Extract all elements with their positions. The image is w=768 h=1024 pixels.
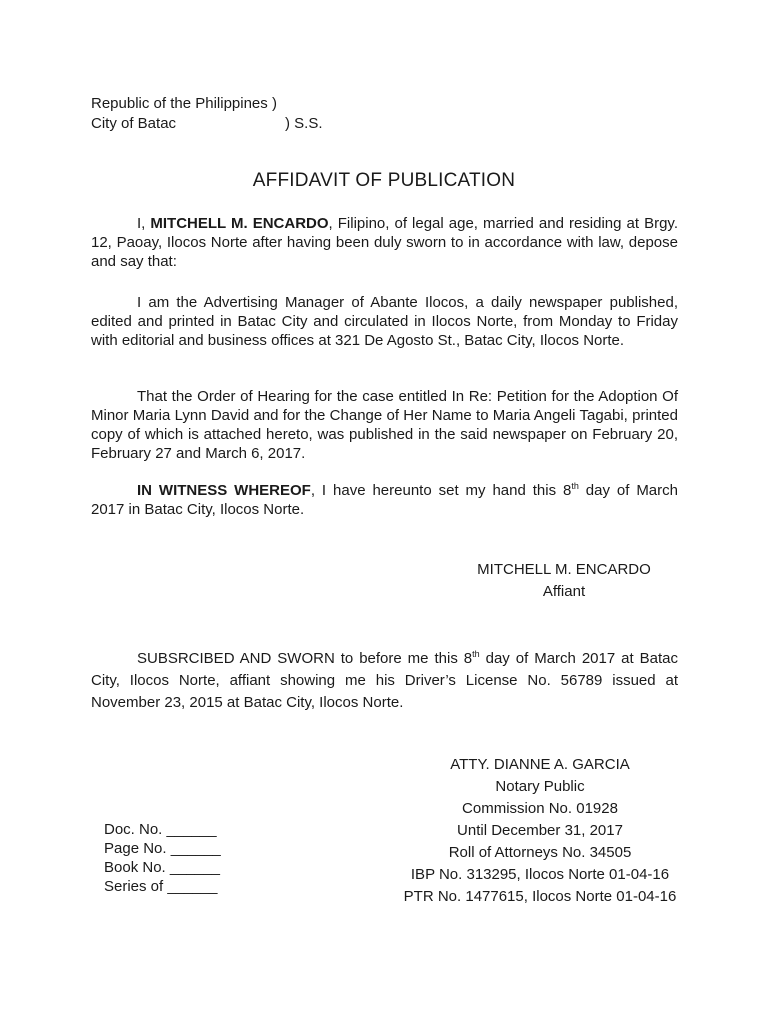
witness-text-b: day of March 2017 in Batac City, Ilocos Norte. — [91, 482, 678, 518]
identity-prefix: I, — [137, 215, 151, 232]
affiant-role: Affiant — [542, 583, 586, 600]
venue-ss: ) S.S. — [285, 115, 323, 132]
identity-rest: , Filipino, of legal age, married and residing at Brgy. 12, Paoay, Ilocos Norte after having been duly sworn to in accordance with law, depose and say that: — [91, 215, 678, 270]
page-no: Page No. ______ — [104, 840, 221, 857]
witness-lead: IN WITNESS WHEREOF — [137, 482, 311, 499]
witness-sup: th — [571, 481, 579, 491]
notary-title: Notary Public — [495, 778, 585, 795]
paragraph-jurat — [91, 648, 678, 714]
witness-text-a: , I have hereunto set my hand this 8 — [310, 482, 572, 499]
paragraph-publication: That the Order of Hearing for the case entitled In Re: Petition for the Adoption Of Minor Maria Lynn David and for the Change of Her Name to Maria Angeli Tagabi, printed copy of which is attached hereto, was published in the said newspaper on February 20, February 27 and March 6, 2017. — [91, 388, 678, 462]
jurat-text-b: day of March 2017 at Batac City, Ilocos Norte, affiant showing me his Driver’s License No. 56789 issued at November 23, 2015 at Batac City, Ilocos Norte. — [91, 650, 678, 711]
book-no: Book No. ______ — [104, 859, 220, 876]
doc-no: Doc. No. ______ — [104, 821, 217, 838]
venue-city-name: City of Batac — [91, 115, 177, 132]
document-title: AFFIDAVIT OF PUBLICATION — [252, 170, 516, 191]
jurat-text-a: SUBSRCIBED AND SWORN to before me this 8 — [137, 650, 473, 667]
venue-city — [91, 114, 323, 134]
notary-until: Until December 31, 2017 — [457, 822, 623, 839]
notary-roll: Roll of Attorneys No. 34505 — [448, 844, 632, 861]
paragraph-witness — [91, 481, 678, 519]
affiant-name: MITCHELL M. ENCARDO — [477, 561, 651, 578]
notary-ptr: PTR No. 1477615, Ilocos Norte 01-04-16 — [403, 888, 677, 905]
paragraph-position: I am the Advertising Manager of Abante Ilocos, a daily newspaper published, edited and printed in Batac City and circulated in Ilocos Norte, from Monday to Friday with editorial and business offices at 321 De Agosto St., Batac City, Ilocos Norte. — [91, 294, 678, 349]
affiant-name-bold: MITCHELL M. ENCARDO — [150, 215, 329, 232]
notary-name: ATTY. DIANNE A. GARCIA — [450, 756, 630, 773]
docket-block — [104, 820, 221, 896]
notary-commission: Commission No. 01928 — [462, 800, 618, 817]
paragraph-identity — [91, 214, 678, 271]
venue-republic: Republic of the Philippines ) — [91, 95, 277, 112]
notary-ibp: IBP No. 313295, Ilocos Norte 01-04-16 — [410, 866, 670, 883]
notary-block — [400, 754, 680, 908]
affiant-signature-block — [450, 559, 678, 603]
series-of: Series of ______ — [104, 878, 218, 895]
jurat-sup: th — [472, 649, 480, 659]
venue-block — [91, 94, 323, 134]
